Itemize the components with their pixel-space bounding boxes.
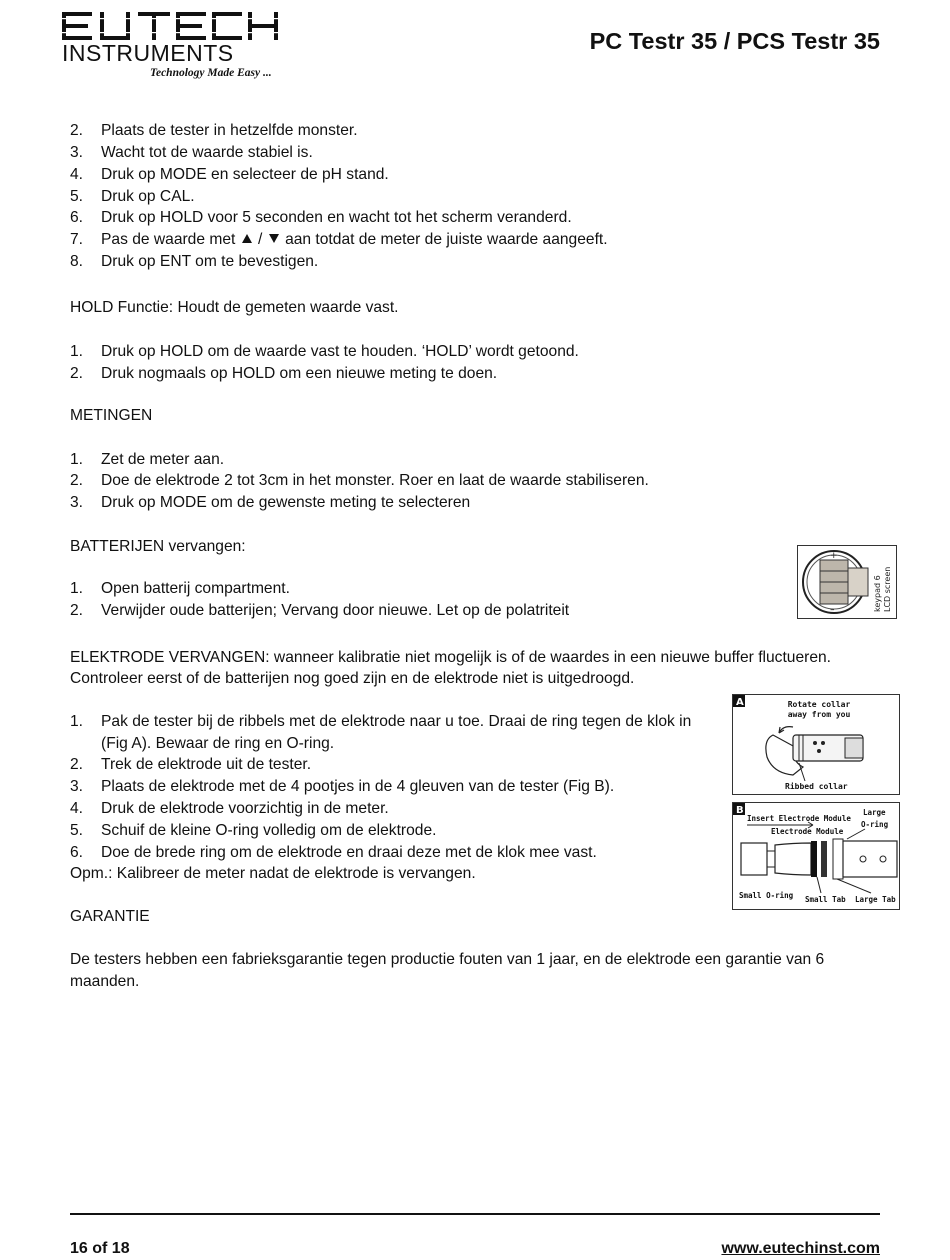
step-text: Plaats de tester in hetzelfde monster. [101,122,358,139]
step-text: Druk op ENT om te bevestigen. [101,253,319,270]
step-number: 3. [70,144,84,161]
step-number: 5. [70,188,84,205]
figure-label: keypad 6 [873,575,882,612]
page-number: 16 of 18 [70,1240,130,1257]
step-text: Wacht tot de waarde stabiel is. [101,144,313,161]
step-text: Druk op MODE en selecteer de pH stand. [101,166,389,183]
step-text: Open batterij compartment. [101,580,290,597]
step-text: Verwijder oude batterijen; Vervang door nieuwe. Let op de polatriteit [101,602,570,619]
electrode-intro-line1: ELEKTRODE VERVANGEN: wanneer kalibratie niet mogelijk is of de waardes in een nieuwe buffer fluctueren. [70,649,832,666]
step-number: 1. [70,713,84,730]
figure-label: Small Tab [805,895,846,904]
figure-a [732,694,900,795]
measurements-heading: METINGEN [70,407,153,424]
electrode-intro-line2: Controleer eerst of de batterijen nog goed zijn en de elektrode niet is uitgedroogd. [70,670,635,687]
step-text: Druk op MODE om de gewenste meting te selecteren [101,494,471,511]
warranty-heading: GARANTIE [70,908,150,925]
figure-tag: A [736,697,744,708]
figure-label: away from you [787,710,851,719]
step-number: 2. [70,365,84,382]
company-logo [62,12,282,82]
figure-label: Insert Electrode Module [747,814,851,823]
step-number: 7. [70,231,84,248]
logo-tagline: Technology Made Easy ... [150,67,272,79]
step-text: Doe de brede ring om de elektrode en draai deze met de klok mee vast. [101,844,597,861]
step-number: 2. [70,602,84,619]
step-text-continued: (Fig A). Bewaar de ring en O-ring. [101,735,335,752]
step-number: 1. [70,451,84,468]
step-text: Druk op HOLD om de waarde vast te houden. ‘HOLD’ wordt getoond. [101,343,579,360]
batteries-heading: BATTERIJEN vervangen: [70,538,246,555]
step-text: Druk op HOLD voor 5 seconden en wacht tot het scherm veranderd. [101,209,572,226]
step-number: 8. [70,253,84,270]
footer-divider [70,1213,880,1215]
step-text: Druk op CAL. [101,188,195,205]
figure-label: Electrode Module [771,827,844,836]
figure-b [732,802,900,910]
step-text: Plaats de elektrode met de 4 pootjes in de 4 gleuven van de tester (Fig B). [101,778,615,795]
step-number: 6. [70,209,84,226]
document-title: PC Testr 35 / PCS Testr 35 [589,28,880,54]
figure-label: Large Tab [855,895,896,904]
logo-instruments-text: INSTRUMENTS [62,40,234,66]
step-text [101,230,608,249]
figure-label: Rotate collar [787,700,851,709]
eutech-wordmark [62,12,278,40]
step-number: 3. [70,494,84,511]
step-text-part: Pas de waarde met [101,231,236,248]
step-number: 2. [70,472,84,489]
step-number: 4. [70,800,84,817]
step-number: 5. [70,822,84,839]
step-text: Druk nogmaals op HOLD om een nieuwe meting te doen. [101,365,498,382]
figure-label: Ribbed collar [785,782,848,791]
step-text: Zet de meter aan. [101,451,225,468]
step-number: 1. [70,580,84,597]
step-number: 3. [70,778,84,795]
step-text: Druk de elektrode voorzichtig in de meter. [101,800,389,817]
minus-sign: – [830,605,835,615]
step-text: Doe de elektrode 2 tot 3cm in het monster. Roer en laat de waarde stabiliseren. [101,472,649,489]
electrode-note: Opm.: Kalibreer de meter nadat de elektrode is vervangen. [70,865,476,882]
step-number: 2. [70,122,84,139]
figure-label: Small O-ring [739,891,794,900]
website-link[interactable]: www.eutechinst.com [721,1240,880,1257]
figure-label: LCD screen [883,566,892,612]
step-text: Schuif de kleine O-ring volledig om de elektrode. [101,822,437,839]
arrow-up-icon [242,234,252,243]
step-separator: / [258,231,263,248]
step-text-part: aan totdat de meter de juiste waarde aangeeft. [285,231,608,248]
arrow-down-icon [269,234,279,243]
plus-sign: + [830,551,838,561]
figure-label: Large [863,808,886,817]
step-text: Trek de elektrode uit de tester. [101,756,312,773]
battery-compartment-figure [797,545,897,619]
warranty-text-line2: maanden. [70,973,140,990]
hold-heading: HOLD Functie: Houdt de gemeten waarde vast. [70,299,399,316]
warranty-text-line1: De testers hebben een fabrieksgarantie tegen productie fouten van 1 jaar, en de elektrode een garantie van 6 [70,951,825,968]
step-number: 1. [70,343,84,360]
step-number: 6. [70,844,84,861]
step-number: 2. [70,756,84,773]
figure-tag: B [736,805,744,816]
figure-label: O-ring [861,820,889,829]
step-number: 4. [70,166,84,183]
step-text: Pak de tester bij de ribbels met de elektrode naar u toe. Draai de ring tegen de klok in [101,713,692,730]
